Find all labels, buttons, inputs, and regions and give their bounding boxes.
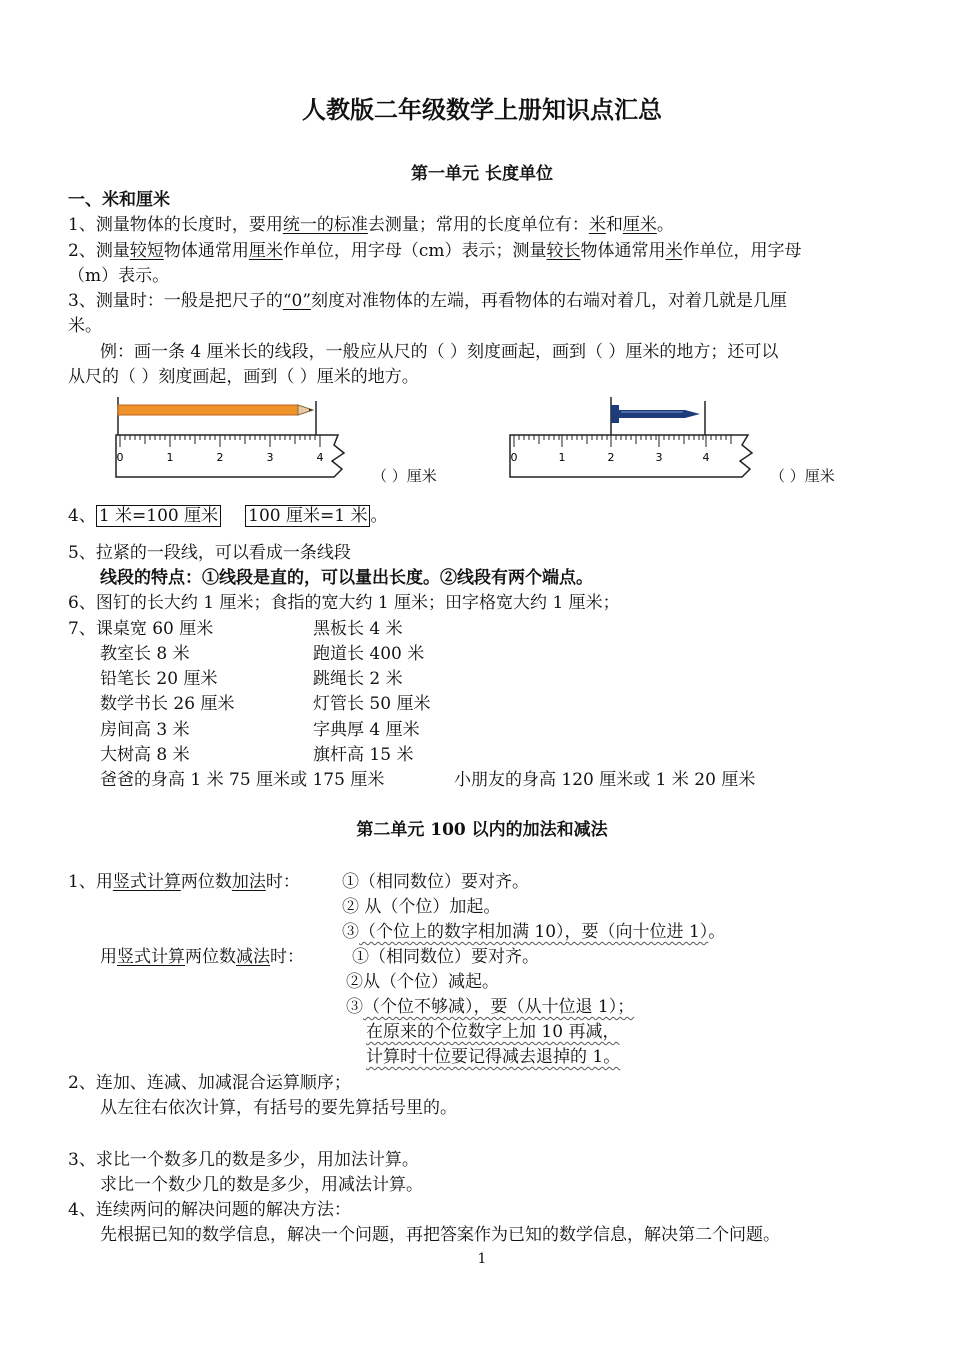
page-title: 人教版二年级数学上册知识点汇总 [302,95,662,124]
section1-title: 一、米和厘米 [68,190,170,210]
sub-step-2: ②从（个位）减起。 [346,972,499,992]
ruler1-tick-2: 2 [216,451,224,464]
item7-left-3: 数学书长 26 厘米 [100,694,235,714]
item1 [68,215,674,235]
item6: 6、图钉的长大约 1 厘米；食指的宽大约 1 厘米；田字格宽大约 1 厘米； [68,593,620,613]
example-line1: 例：画一条 4 厘米长的线段，一般应从尺的（ ）刻度画起，画到（ ）厘米的地方；还可以 [100,342,779,362]
example-line2: 从尺的（ ）刻度画起，画到（ ）厘米的地方。 [68,367,419,387]
sub-step-3 [346,997,634,1017]
add-rule-prefix: 1、用 [68,872,113,892]
item1-text: 1、测量物体的长度时，要用 [68,215,283,235]
sub-step-5: 计算时十位要记得减去退掉的 1。 [366,1047,621,1067]
item2-text-d: 物体通常用 [580,241,666,261]
add-step-3-num: ③ [342,922,359,942]
item2-text-a: 2、测量 [68,241,130,261]
item7-right-2: 跳绳长 2 米 [313,669,403,689]
sub-rule-text: 两位数 [185,947,236,967]
item3-text-b: 刻度对准物体的左端，再看物体的右端对着几，对着几就是几厘 [311,291,788,311]
item7-right-4: 字典厚 4 厘米 [313,720,420,740]
add-rule-underline-vertical: 竖式计算 [112,872,181,892]
item7-left-1: 教室长 8 米 [100,644,190,664]
ruler1-tick-1: 1 [166,451,174,464]
item7-child-height: 小朋友的身高 120 厘米或 1 米 20 厘米 [454,770,756,790]
item1-text-mid: 去测量；常用的长度单位有： [367,215,589,235]
item1-and: 和 [605,215,623,235]
sub-rule-prefix: 用 [100,947,117,967]
item4 [68,506,387,526]
twostep-rule-line1: 4、连续两问的解决问题的解决方法： [68,1200,351,1220]
ruler-with-pencil-icon [110,395,360,485]
order-rule-line1: 2、连加、连减、加减混合运算顺序； [68,1073,351,1093]
add-step-3 [342,922,725,942]
sub-rule-title [100,947,304,967]
item5-line2: 线段的特点：①线段是直的，可以量出长度。②线段有两个端点。 [100,568,593,588]
sub-step-3-text: （个位不够减），要（从十位退 1）； [363,997,635,1017]
item2-underline-long: 较长 [546,241,581,261]
item2-underline-short: 较短 [129,241,164,261]
item7-left-0: 7、课桌宽 60 厘米 [68,619,214,639]
ruler2-tick-2: 2 [607,451,615,464]
item2-text-e: 作单位，用字母 [682,241,802,261]
add-step-2: ② 从（个位）加起。 [342,897,501,917]
sub-step-3-num: ③ [346,997,363,1017]
item2-underline-meter: 米 [665,241,683,261]
item4-box-meter-to-cm: 1 米=100 厘米 [96,505,221,527]
page-number: 1 [477,1251,487,1267]
item3-underline-zero: “0” [282,291,312,311]
add-rule-title [68,872,300,892]
compare-rule-line2: 求比一个数少几的数是多少，用减法计算。 [100,1175,423,1195]
add-step-3-end: 。 [708,922,726,942]
ruler2-tick-3: 3 [655,451,663,464]
add-rule-colon: 时： [265,872,300,892]
ruler1-tick-4: 4 [316,451,324,464]
item2-text-c: 作单位，用字母（cm）表示；测量 [282,241,547,261]
item1-end: 。 [656,215,674,235]
item1-unit-meter: 米 [588,215,606,235]
item2-underline-cm: 厘米 [248,241,283,261]
ruler1-tick-0: 0 [116,451,124,464]
sub-rule-colon: 时： [270,947,304,967]
add-step-3-text: （个位上的数字相加满 10），要（向十位进 1） [359,922,709,942]
item7-right-3: 灯管长 50 厘米 [313,694,431,714]
item4-prefix: 4、 [68,506,96,526]
add-rule-underline-add: 加法 [231,872,266,892]
sub-step-4: 在原来的个位数字上加 10 再减， [366,1022,620,1042]
item7-left-5: 大树高 8 米 [100,745,190,765]
item2-line2: （m）表示。 [68,266,170,286]
item3-line2: 米。 [68,316,102,336]
item7-left-2: 铅笔长 20 厘米 [100,669,218,689]
order-rule-line2: 从左往右依次计算，有括号的要先算括号里的。 [100,1098,457,1118]
item1-unit-cm: 厘米 [622,215,657,235]
item4-end: 。 [370,506,388,526]
item7-left-4: 房间高 3 米 [100,720,190,740]
ruler2-tick-1: 1 [558,451,566,464]
sub-rule-underline-vertical: 竖式计算 [117,947,185,967]
ruler1-tick-3: 3 [266,451,274,464]
ruler-with-nail-icon [500,395,760,485]
sub-step-1: ①（相同数位）要对齐。 [352,947,539,967]
item3-text-a: 3、测量时：一般是把尺子的 [68,291,283,311]
item3-line1 [68,291,787,311]
ruler2-tick-4: 4 [702,451,710,464]
item2-line1 [68,241,801,261]
ruler2-tick-0: 0 [510,451,518,464]
item4-box-cm-to-meter: 100 厘米=1 米 [245,505,370,527]
ruler1-answer: （ ）厘米 [372,467,437,485]
compare-rule-line1: 3、求比一个数多几的数是多少，用加法计算。 [68,1150,419,1170]
item7-father-height: 爸爸的身高 1 米 75 厘米或 175 厘米 [100,770,385,790]
item2-text-b: 物体通常用 [163,241,249,261]
item7-right-5: 旗杆高 15 米 [313,745,414,765]
add-step-1: ①（相同数位）要对齐。 [342,872,529,892]
unit1-heading: 第一单元 长度单位 [411,164,553,184]
item7-right-0: 黑板长 4 米 [313,619,403,639]
twostep-rule-line2: 先根据已知的数学信息，解决一个问题，再把答案作为已知的数学信息，解决第二个问题。 [100,1225,780,1245]
add-rule-text: 两位数 [180,872,232,892]
sub-rule-underline-sub: 减法 [236,947,270,967]
item1-underline: 统一的标准 [282,215,368,235]
item7-right-1: 跑道长 400 米 [313,644,425,664]
item5-line1: 5、拉紧的一段线，可以看成一条线段 [68,543,351,563]
unit2-heading: 第二单元 100 以内的加法和减法 [356,820,608,840]
ruler2-answer: （ ）厘米 [770,467,835,485]
